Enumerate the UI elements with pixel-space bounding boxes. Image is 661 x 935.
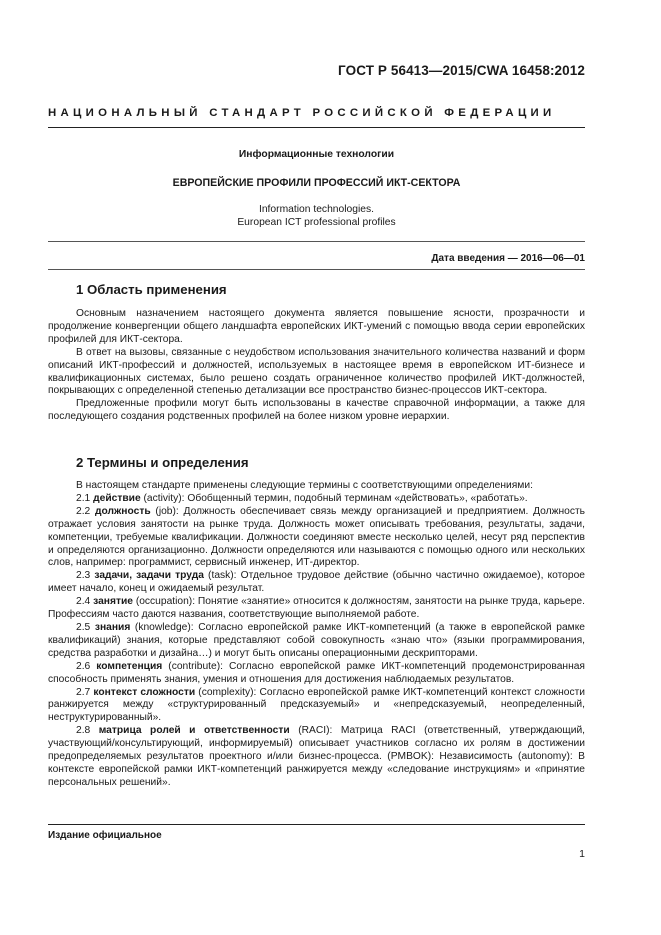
term-number: 2.2 (76, 505, 91, 517)
term-number: 2.5 (76, 621, 91, 633)
title-en (48, 204, 585, 229)
term-definition: (job): Должность обеспечивает связь между организацией и предприятием. Должность отражает условия занятости на рынке труда. Должность может описывать требования, результаты, задачи, компетенции, требуемые квалификации. Должности соединяют вместе несколько целей, несут ряд перспектив и определяются организационно. Должности определяются или называются с помощью одного или нескольких слов, например: программист, сервисный инженер, ИТ-директор. (48, 505, 585, 569)
term-definition: (occupation): Понятие «занятие» относится к должностям, занятости на рынке труда, карьере. Профессиям часто даются названия, соответствующие выполняемой работе. (48, 596, 585, 621)
term-entry-2-6 (48, 661, 585, 687)
term-definition: (complexity): Согласно европейской рамке ИКТ-компетенций контекст сложности ранжируется между «структурированный предсказуемый» и «непредсказуемый, неопределенный, неструктурированный». (48, 686, 585, 724)
section-1-heading: 1 Область применения (76, 282, 227, 297)
section-2-body (48, 480, 585, 790)
section-1-body (48, 308, 585, 424)
term-name: матрица ролей и ответственности (98, 725, 290, 737)
term-name: компетенция (96, 660, 163, 672)
paragraph: Основным назначением настоящего документа является повышение ясности, прозрачности и продолжение конвергенции общего ландшафта европейских ИКТ-умений с помощью ввода серии европейских профилей для ИКТ-сектора. (48, 308, 585, 345)
term-entry-2-8 (48, 725, 585, 790)
term-number: 2.3 (76, 570, 91, 582)
term-number: 2.1 (76, 492, 91, 504)
term-name: должность (95, 505, 151, 517)
term-definition: (RACI): Матрица RACI (ответственный, утверждающий, участвующий/консультирующий, информируемый) описывает участников согласно их ролям в достижении предопределяемых результатов проектного и/или бизнес-процесса. (PMBOK): Независимость (autonomy): В контексте европейской рамки ИКТ-компетенций ранжируется между «следование инструкциям» и «принятие персональных решений». (48, 725, 586, 788)
term-number: 2.4 (76, 596, 91, 608)
term-name: контекст сложности (93, 686, 196, 698)
introduction-date: Дата введения — 2016—06—01 (431, 253, 585, 264)
term-definition: (task): Отдельное трудовое действие (обычно частично ожидаемое), которое имеет начало, конец и ожидаемый результат. (48, 570, 585, 595)
term-number: 2.8 (76, 725, 91, 737)
section-2-heading: 2 Термины и определения (76, 455, 249, 470)
official-edition-label: Издание официальное (48, 830, 162, 841)
term-definition: (contribute): Согласно европейской рамке ИКТ-компетенций продемонстрированная способность применять знания, умения и отношения для достижения наблюдаемых результатов. (48, 660, 585, 685)
divider-date (48, 269, 585, 270)
term-entry-2-3 (48, 570, 585, 596)
term-name: действие (93, 492, 141, 504)
term-name: занятие (93, 596, 133, 608)
term-entry-2-7 (48, 687, 585, 726)
divider-title (48, 241, 585, 242)
subject-title-en: Information technologies. (258, 204, 375, 215)
main-title-ru: ЕВРОПЕЙСКИЕ ПРОФИЛИ ПРОФЕССИЙ ИКТ-СЕКТОРА (172, 177, 461, 189)
standard-banner: НАЦИОНАЛЬНЫЙ СТАНДАРТ РОССИЙСКОЙ ФЕДЕРАЦИИ (48, 107, 556, 119)
term-entry-2-4 (48, 596, 585, 622)
term-entry-2-1 (48, 493, 585, 506)
term-number: 2.6 (76, 660, 91, 672)
term-definition: (activity): Обобщенный термин, подобный терминам «действовать», «работать». (140, 492, 528, 504)
paragraph: В ответ на вызовы, связанные с неудобством использования значительного количества названий и форм описаний ИКТ-профессий и должностей, используемых в настоящее время в европейском ИТ-бизнесе и квалификационных системах, было решено создать ограниченное количество профилей ИКТ-должностей, покрывающих с определенной степенью детализации все пространство бизнес-процессов ИКТ-сектора. (48, 346, 585, 397)
divider-footer (48, 824, 585, 825)
document-id: ГОСТ Р 56413—2015/CWA 16458:2012 (338, 63, 585, 78)
term-number: 2.7 (76, 686, 91, 698)
subject-title-ru: Информационные технологии (238, 149, 395, 160)
main-title-en: European ICT professional profiles (237, 216, 396, 228)
paragraph: Предложенные профили могут быть использованы в качестве справочной информации, а также для последующего создания родственных профилей на более низком уровне иерархии. (48, 398, 585, 423)
term-entry-2-5 (48, 622, 585, 661)
term-entry-2-2 (48, 506, 585, 571)
term-name: задачи, задачи труда (94, 570, 204, 582)
paragraph: В настоящем стандарте применены следующие термины с соответствующими определениями: (76, 480, 533, 491)
page-number: 1 (579, 848, 585, 860)
divider-top (48, 127, 585, 128)
term-name: знания (94, 621, 131, 633)
term-definition: (knowledge): Согласно европейской рамке ИКТ-компетенций (а также в европейской рамке квалификаций) знания, которые представляют собой совокупность «знаю что» (языки программирования, средства разработки и дизайна…) и могут быть описаны операционными дескрипторами. (48, 621, 586, 659)
